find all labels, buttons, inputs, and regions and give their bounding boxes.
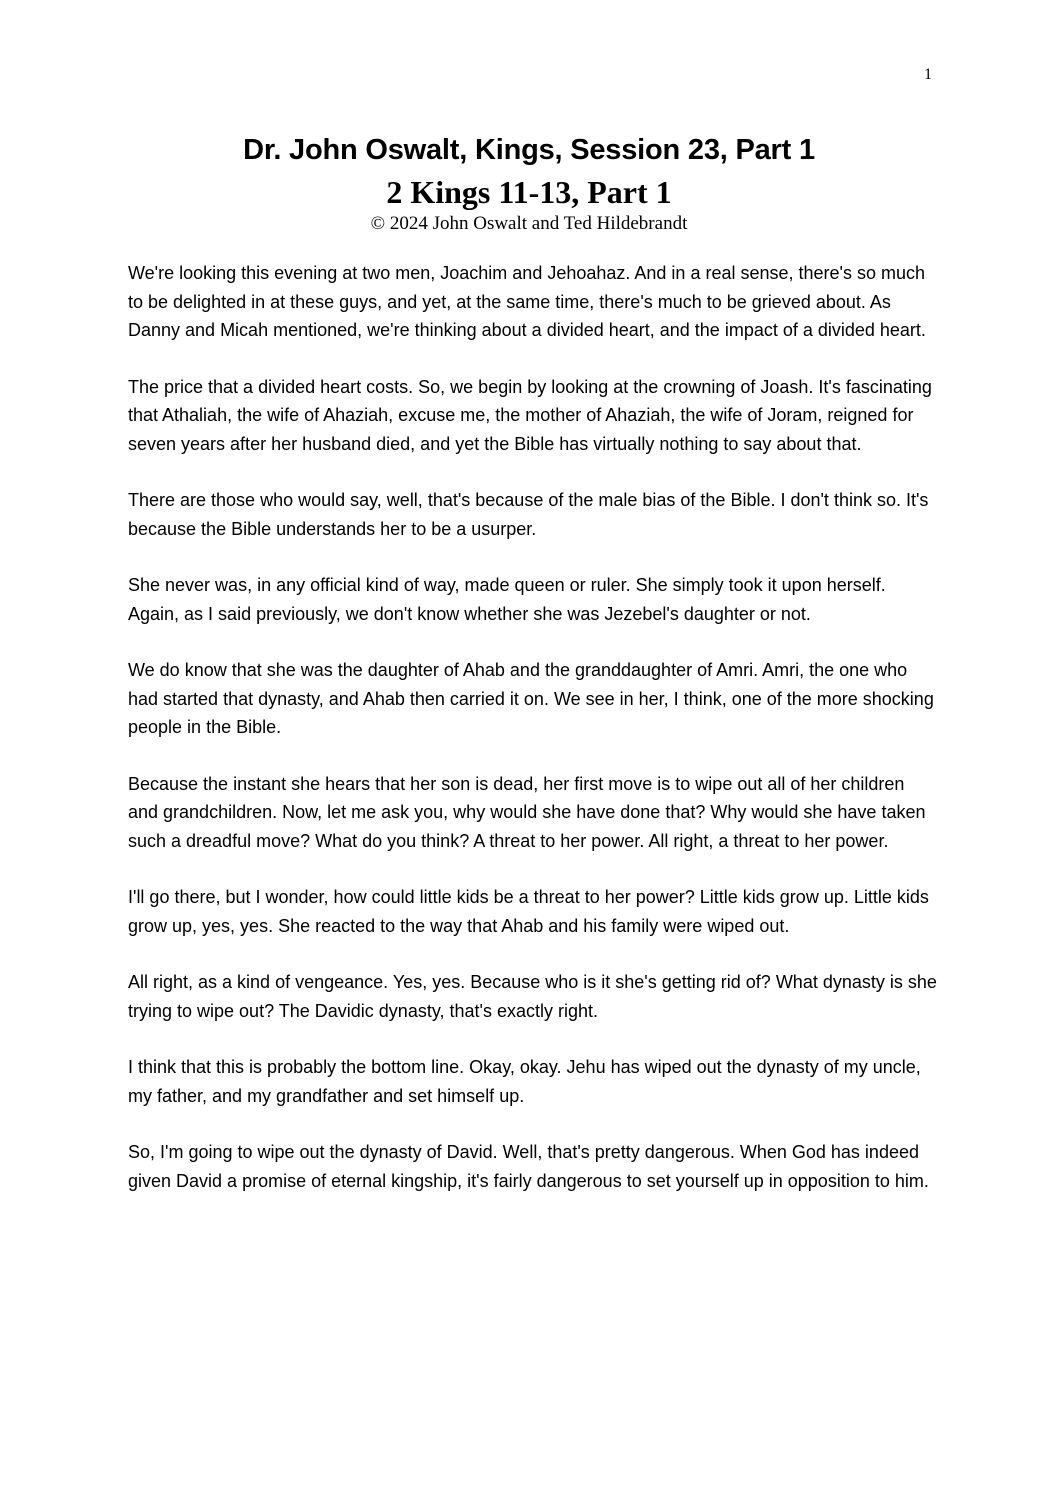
paragraph-7: I'll go there, but I wonder, how could little kids be a threat to her power? Little kids grow up. Little kids grow up, yes, yes. She reacted to the way that Ahab and his family were wiped out.: [128, 887, 929, 936]
page-number: 1: [924, 66, 932, 83]
paragraph-6: Because the instant she hears that her son is dead, her first move is to wipe out all of her children and grandchildren. Now, let me ask you, why would she have done that? Why would she have taken such a dreadful move? What do you think? A threat to her power. All right, a threat to her power.: [128, 773, 926, 851]
copyright-line: © 2024 John Oswalt and Ted Hildebrandt: [370, 213, 688, 234]
paragraph-8: All right, as a kind of vengeance. Yes, yes. Because who is it she's getting rid of? What dynasty is she trying to wipe out? The Davidic dynasty, that's exactly right.: [128, 972, 937, 1021]
paragraph-1: We're looking this evening at two men, Joachim and Jehoahaz. And in a real sense, there's so much to be delighted in at these guys, and yet, at the same time, there's much to be grieved about. As Danny and Micah mentioned, we're thinking about a divided heart, and the impact of a divided heart.: [128, 263, 926, 340]
document-body: [128, 259, 938, 1223]
document-title: Dr. John Oswalt, Kings, Session 23, Part 1: [243, 134, 815, 166]
paragraph-4: She never was, in any official kind of way, made queen or ruler. She simply took it upon herself. Again, as I said previously, we don't know whether she was Jezebel's daughter or not.: [128, 575, 886, 624]
document-header: [0, 128, 1058, 236]
paragraph-5: We do know that she was the daughter of Ahab and the granddaughter of Amri. Amri, the one who had started that dynasty, and Ahab then carried it on. We see in her, I think, one of the more shocking people in the Bible.: [128, 660, 934, 737]
paragraph-3: There are those who would say, well, that's because of the male bias of the Bible. I don't think so. It's because the Bible understands her to be a usurper.: [128, 490, 929, 539]
paragraph-2: The price that a divided heart costs. So, we begin by looking at the crowning of Joash. It's fascinating that Athaliah, the wife of Ahaziah, excuse me, the mother of Ahaziah, the wife of Joram, reigned for seven years after her husband died, and yet the Bible has virtually nothing to say about that.: [128, 376, 932, 454]
document-subtitle: 2 Kings 11-13, Part 1: [386, 174, 672, 210]
paragraph-10: So, I'm going to wipe out the dynasty of David. Well, that's pretty dangerous. When God has indeed given David a promise of eternal kingship, it's fairly dangerous to set yourself up in opposition to him.: [128, 1142, 929, 1191]
paragraph-9: I think that this is probably the bottom line. Okay, okay. Jehu has wiped out the dynasty of my uncle, my father, and my grandfather and set himself up.: [128, 1057, 921, 1106]
